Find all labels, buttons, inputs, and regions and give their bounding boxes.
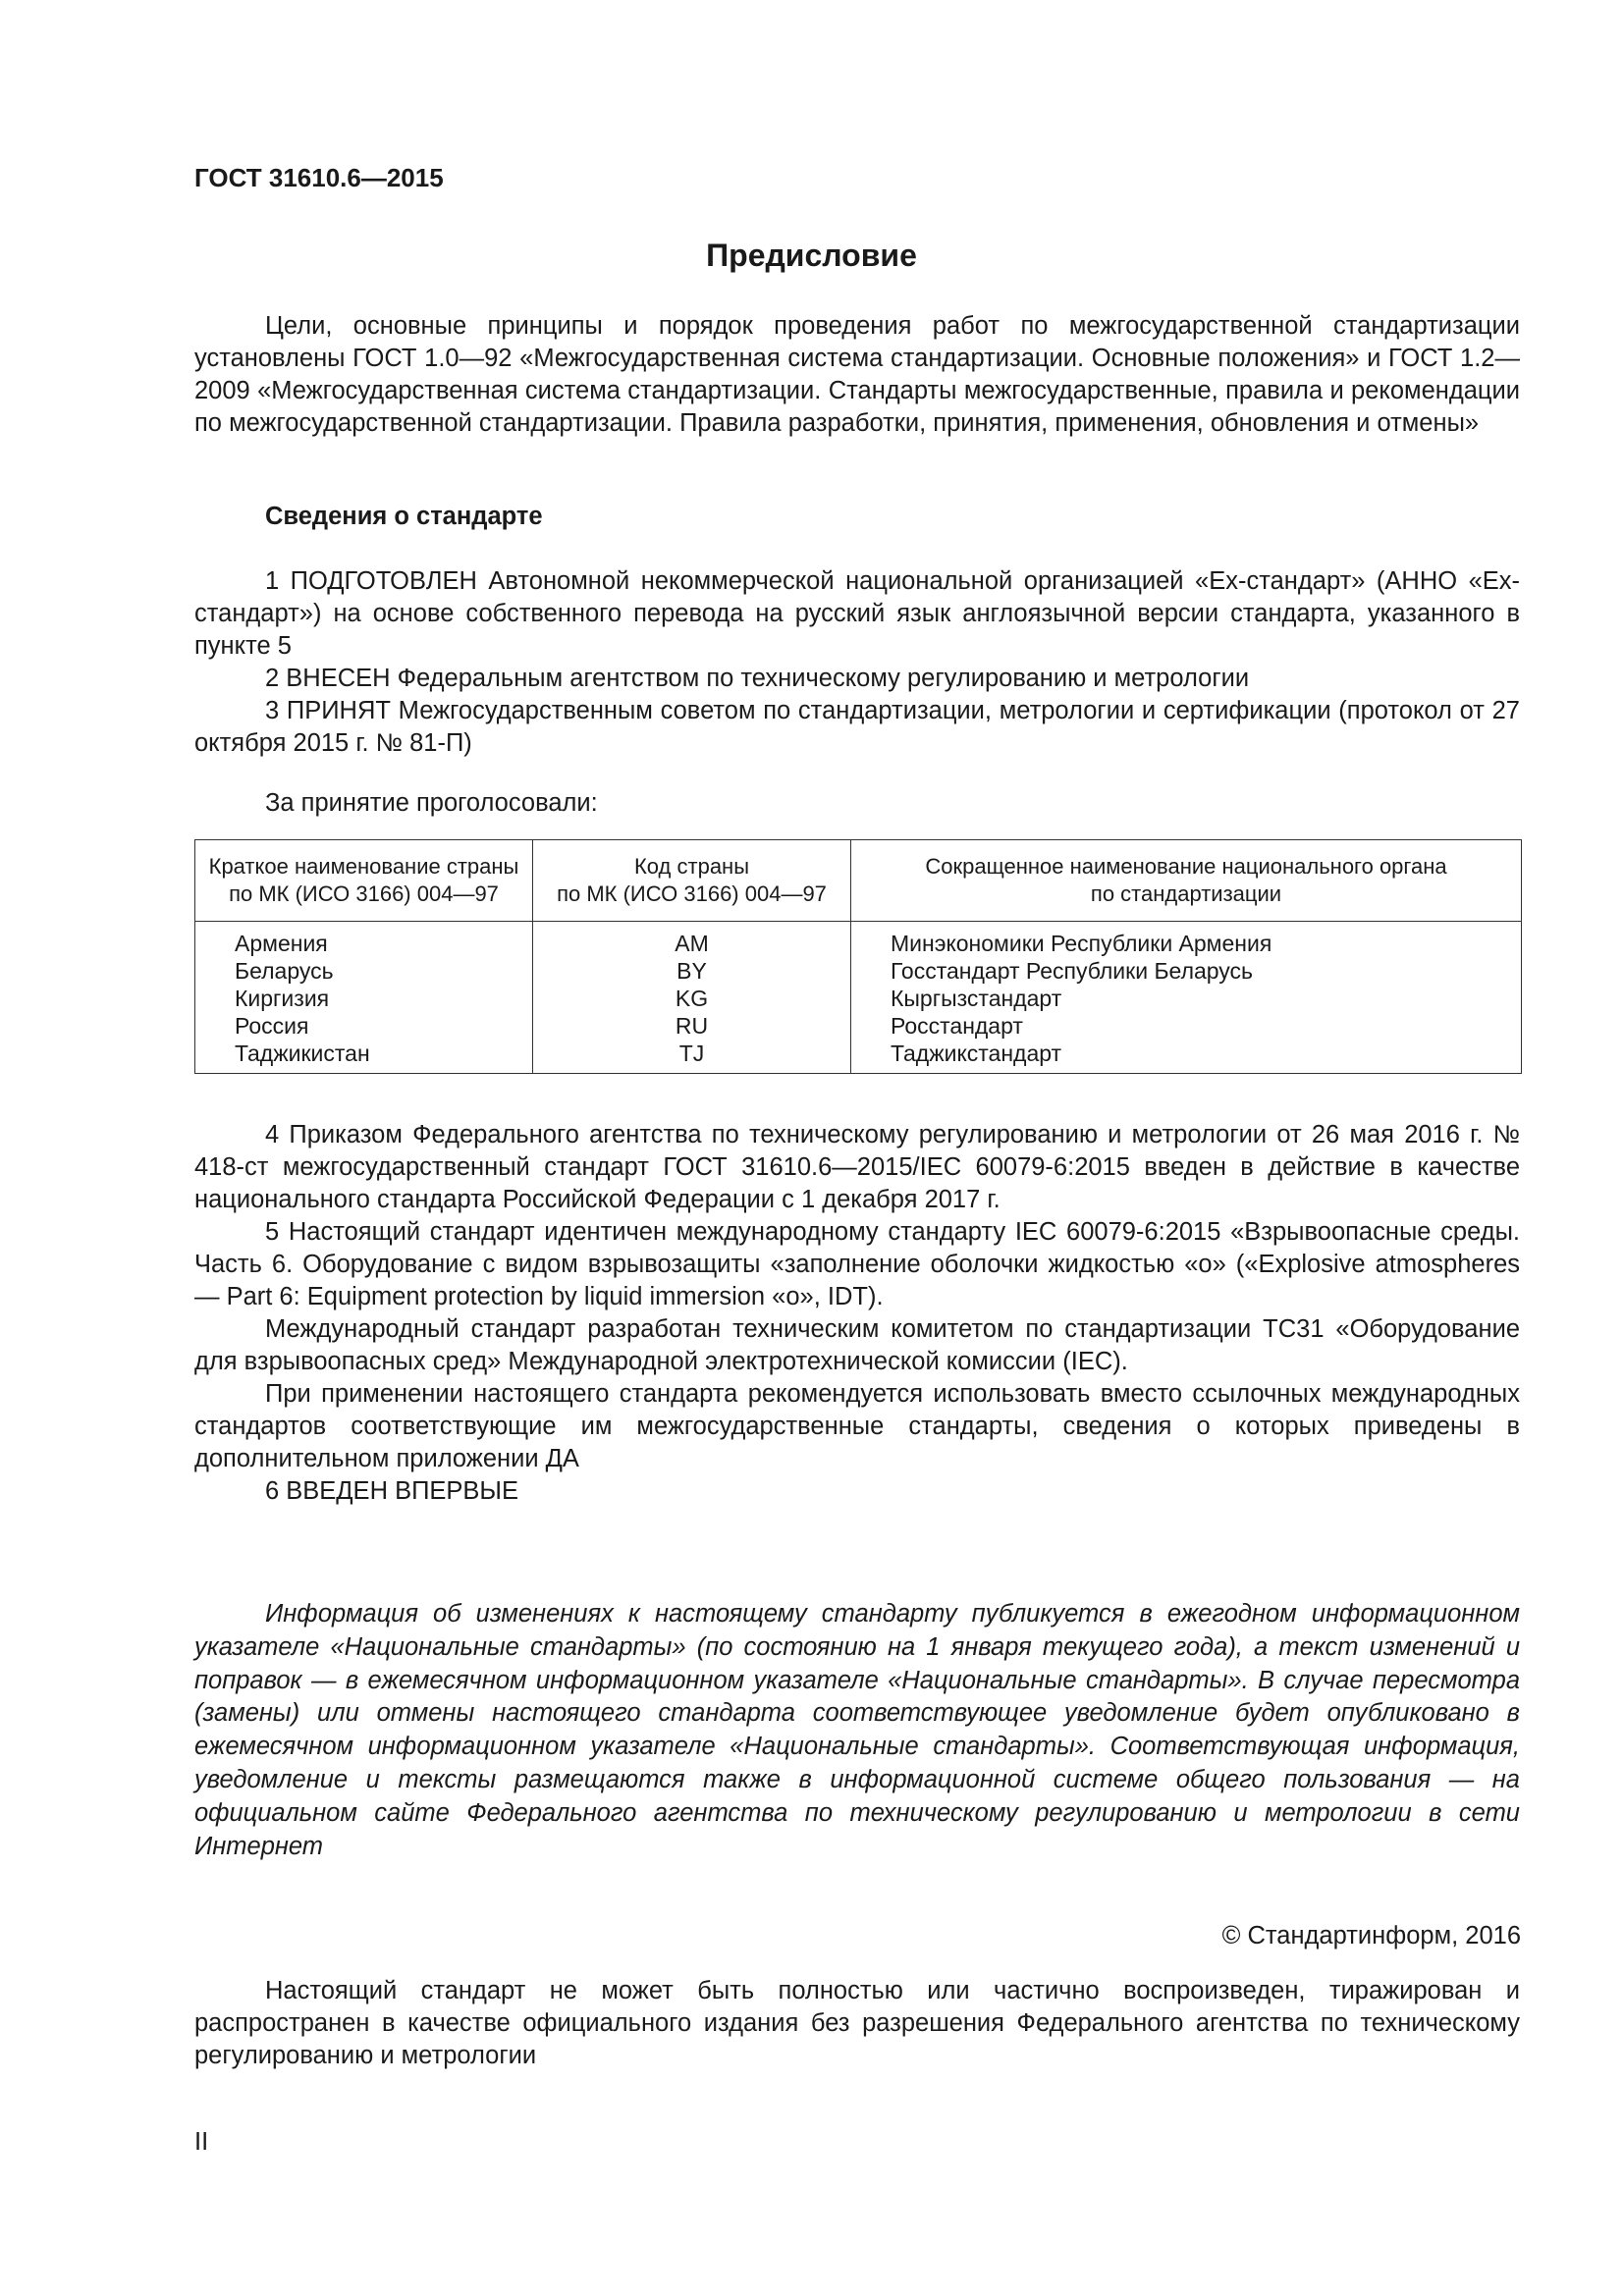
national-body: Госстандарт Республики Беларусь: [891, 958, 1254, 984]
document-code: ГОСТ 31610.6—2015: [194, 163, 444, 192]
legal-paragraph: Настоящий стандарт не может быть полностью или частично воспроизведен, тиражирован и распространен в качестве официального издания без разрешения Федерального агентства по техническому регулированию и метрологии: [194, 1977, 1520, 2069]
country-name: Армения: [235, 931, 328, 956]
code-column: [533, 922, 851, 1074]
legal-section: [194, 1975, 1520, 2072]
national-body: Кыргызстандарт: [891, 986, 1062, 1011]
country-code: TJ: [678, 1041, 705, 1066]
country-column: [195, 922, 533, 1074]
intro-paragraph: Цели, основные принципы и порядок проведения работ по межгосударственной стандартизации установлены ГОСТ 1.0—92 «Межгосударственная система стандартизации. Основные положения» и ГОСТ 1.2—2009 «Межгосударственная система стандартизации. Стандарты межгосударственные, правила и рекомендации по межгосударственной стандартизации. Правила разработки, принятия, применения, обновления и отмены»: [194, 312, 1520, 437]
country-code: KG: [675, 986, 709, 1011]
vote-table: [194, 839, 1522, 1074]
national-body: Таджикстандарт: [891, 1041, 1062, 1066]
header-country-name: Краткое наименование страны по МК (ИСО 3166) 004—97: [195, 840, 533, 922]
header-country-code: Код страны по МК (ИСО 3166) 004—97: [533, 840, 851, 922]
item-4-paragraph: 4 Приказом Федерального агентства по техническому регулированию и метрологии от 26 мая 2016 г. № 418-ст межгосударственный стандарт ГОСТ 31610.6—2015/IEC 60079-6:2015 введен в действие в качестве национального стандарта Российской Федерации с 1 декабря 2017 г.: [194, 1121, 1520, 1213]
table-row: [195, 922, 1522, 1074]
intro-section: [194, 310, 1520, 440]
country-name: Беларусь: [235, 958, 334, 984]
item-5-application-paragraph: При применении настоящего стандарта рекомендуется использовать вместо ссылочных международных стандартов соответствующие им межгосударственные стандарты, сведения о которых приведены в дополнительном приложении ДА: [194, 1380, 1520, 1472]
vote-table-header-row: [195, 840, 1522, 922]
national-body: Росстандарт: [891, 1013, 1023, 1039]
page-number: II: [194, 2128, 209, 2156]
info-heading: Сведения о стандарте: [265, 503, 543, 530]
vote-label: За принятие проголосовали:: [265, 789, 598, 817]
country-code: BY: [676, 958, 707, 984]
country-code: AM: [675, 931, 709, 956]
country-code: RU: [675, 1013, 709, 1039]
header-national-body: Сокращенное наименование национального органа по стандартизации: [851, 840, 1522, 922]
country-name: Россия: [235, 1013, 309, 1039]
item-6-paragraph: 6 ВВЕДЕН ВПЕРВЫЕ: [265, 1477, 519, 1505]
items-bottom-section: [194, 1119, 1520, 1508]
national-body: Минэкономики Республики Армения: [891, 931, 1272, 956]
body-column: [851, 922, 1522, 1074]
changes-info-section: [194, 1598, 1520, 1863]
item-5-committee-paragraph: Международный стандарт разработан техническим комитетом по стандартизации ТС31 «Оборудование для взрывоопасных сред» Международной электротехнической комиссии (IEC).: [194, 1315, 1520, 1375]
page-title: Предисловие: [706, 238, 917, 273]
item-1-paragraph: 1 ПОДГОТОВЛЕН Автономной некоммерческой национальной организацией «Ех-стандарт» (АННО «Ех-стандарт») на основе собственного перевода на русский язык англоязычной версии стандарта, указанного в пункте 5: [194, 567, 1520, 660]
item-2-paragraph: 2 ВНЕСЕН Федеральным агентством по техническому регулированию и метрологии: [265, 665, 1250, 692]
items-top-section: [194, 565, 1520, 760]
item-3-paragraph: 3 ПРИНЯТ Межгосударственным советом по стандартизации, метрологии и сертификации (протокол от 27 октября 2015 г. № 81-П): [194, 697, 1520, 757]
changes-info-paragraph: Информация об изменениях к настоящему стандарту публикуется в ежегодном информационном указателе «Национальные стандарты» (по состоянию на 1 января текущего года), а текст изменений и поправок — в ежемесячном информационном указателе «Национальные стандарты». В случае пересмотра (замены) или отмены настоящего стандарта соответствующее уведомление будет опубликовано в ежемесячном информационном указателе «Национальные стандарты». Соответствующая информация, уведомление и тексты размещаются также в информационной системе общего пользования — на официальном сайте Федерального агентства по техническому регулированию и метрологии в сети Интернет: [194, 1600, 1520, 1860]
item-5-paragraph: 5 Настоящий стандарт идентичен международному стандарту IEC 60079-6:2015 «Взрывоопасные среды. Часть 6. Оборудование с видом взрывозащиты «заполнение оболочки жидкостью «о» («Explosive atmospheres — Part 6: Equipment protection by liquid immersion «о», IDT).: [194, 1218, 1520, 1310]
country-name: Киргизия: [235, 986, 330, 1011]
copyright-notice: © Стандартинформ, 2016: [1221, 1922, 1521, 1949]
country-name: Таджикистан: [235, 1041, 370, 1066]
